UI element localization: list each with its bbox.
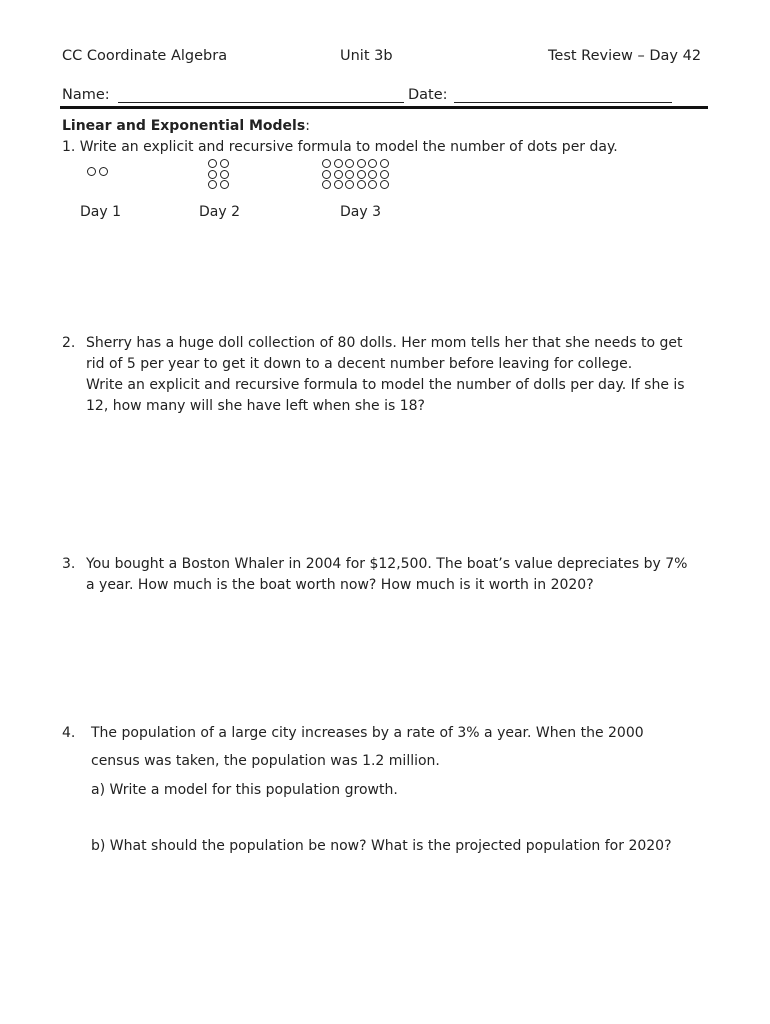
dot <box>357 170 366 179</box>
section-heading <box>62 118 310 134</box>
day-1-label: Day 1 <box>80 204 122 220</box>
dot <box>368 170 377 179</box>
day-3-label: Day 3 <box>340 204 382 220</box>
question-3-line: a year. How much is the boat worth now? How much is it worth in 2020? <box>86 577 594 593</box>
dot <box>208 159 217 168</box>
day-1-dots <box>87 167 108 176</box>
dot <box>357 159 366 168</box>
dot <box>322 180 331 189</box>
course-title: CC Coordinate Algebra <box>62 48 228 64</box>
question-4-part-a: a) Write a model for this population growth. <box>91 782 398 798</box>
dot <box>345 159 354 168</box>
dot <box>87 167 96 176</box>
dot <box>208 170 217 179</box>
dot <box>380 170 389 179</box>
dot <box>368 159 377 168</box>
section-title: Linear and Exponential Models <box>62 118 306 134</box>
dot <box>220 180 229 189</box>
question-4-part-b: b) What should the population be now? What is the projected population for 2020? <box>91 838 672 854</box>
dot <box>208 180 217 189</box>
header-divider <box>60 106 708 109</box>
question-2-line: Sherry has a huge doll collection of 80 dolls. Her mom tells her that she needs to get <box>86 335 683 351</box>
dot <box>380 159 389 168</box>
question-3-number: 3. <box>62 556 76 572</box>
day-3-dots <box>322 159 389 189</box>
dot <box>334 159 343 168</box>
question-3-body <box>86 554 687 596</box>
dot <box>334 180 343 189</box>
date-field[interactable] <box>454 102 672 103</box>
question-1-text: 1. Write an explicit and recursive formula to model the number of dots per day. <box>62 139 618 155</box>
question-2-line: Write an explicit and recursive formula to model the number of dolls per day. If she is <box>86 377 685 393</box>
dot <box>99 167 108 176</box>
question-2-line: rid of 5 per year to get it down to a decent number before leaving for college. <box>86 356 633 372</box>
dot <box>380 180 389 189</box>
name-field[interactable] <box>118 102 404 103</box>
question-4-line-2: census was taken, the population was 1.2 million. <box>91 753 440 769</box>
dot <box>220 170 229 179</box>
date-label: Date: <box>408 87 448 103</box>
unit-label: Unit 3b <box>340 48 393 64</box>
dot <box>322 170 331 179</box>
question-3-line: You bought a Boston Whaler in 2004 for $12,500. The boat’s value depreciates by 7% <box>86 556 688 572</box>
day-2-dots <box>208 159 229 189</box>
question-4-number: 4. <box>62 725 76 741</box>
day-2-label: Day 2 <box>199 204 241 220</box>
question-2-number: 2. <box>62 335 76 351</box>
section-colon: : <box>305 118 310 134</box>
dot <box>345 180 354 189</box>
dot <box>322 159 331 168</box>
review-label: Test Review – Day 42 <box>548 48 702 64</box>
dot <box>357 180 366 189</box>
name-label: Name: <box>62 87 110 103</box>
question-4-line-1: The population of a large city increases by a rate of 3% a year. When the 2000 <box>91 725 644 741</box>
dot <box>345 170 354 179</box>
dot <box>368 180 377 189</box>
dot <box>334 170 343 179</box>
dot <box>220 159 229 168</box>
question-2-line: 12, how many will she have left when she is 18? <box>86 398 425 414</box>
question-2-body <box>86 333 685 417</box>
